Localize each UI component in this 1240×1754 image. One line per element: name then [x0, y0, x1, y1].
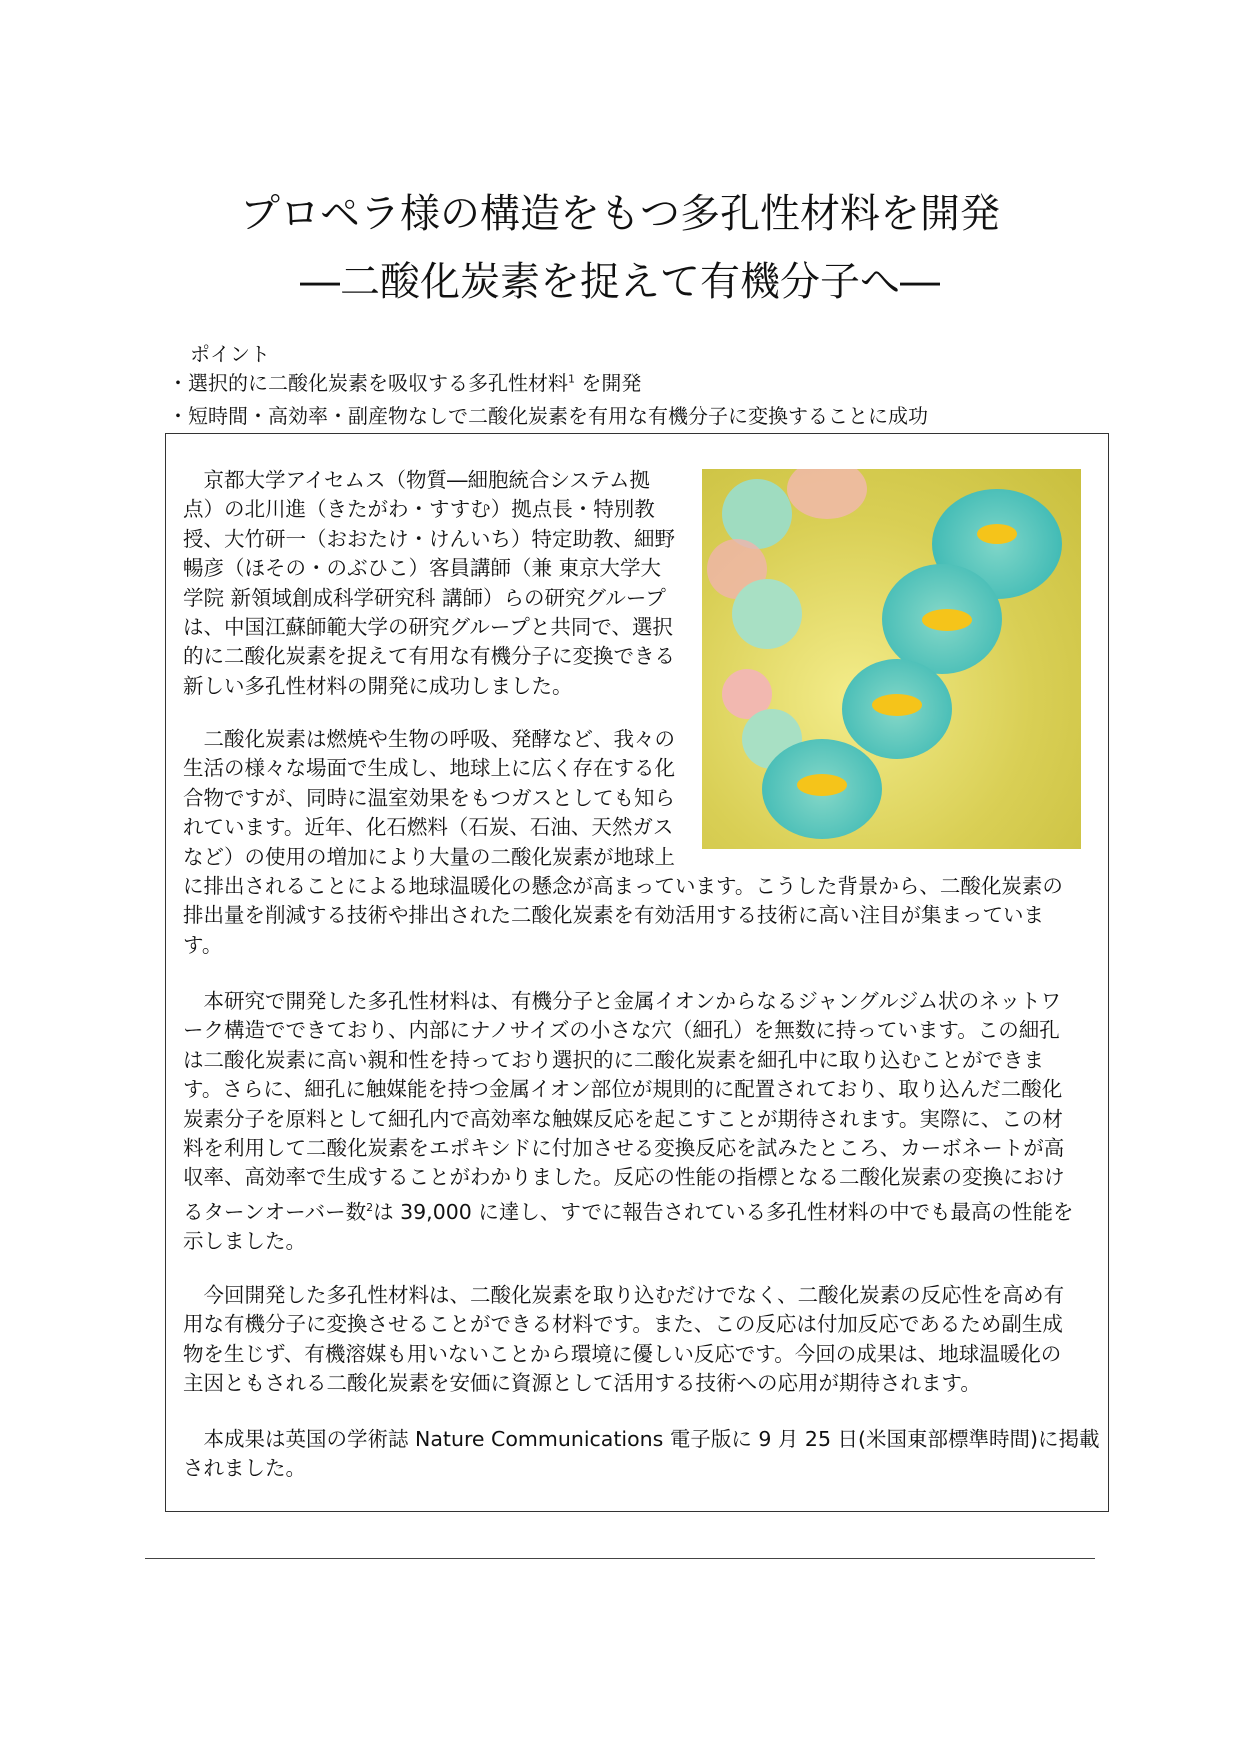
- text-line: 今回開発した多孔性材料は、二酸化炭素を取り込むだけでなく、二酸化炭素の反応性を高め有: [183, 1283, 1065, 1307]
- text-line: は二酸化炭素に高い親和性を持っており選択的に二酸化炭素を細孔中に取り込むことができま: [183, 1047, 1044, 1072]
- text-line: 本成果は英国の学術誌 Nature Communications 電子版に 9 月 25 日(米国東部標準時間)に掲載: [183, 1427, 1100, 1451]
- text-line: す。さらに、細孔に触媒能を持つ金属イオン部位が規則的に配置されており、取り込んだ二酸化: [183, 1077, 1063, 1102]
- text-line: 新しい多孔性材料の開発に成功しました。: [183, 673, 573, 698]
- text-line: 点）の北川進（きたがわ・すすむ）拠点長・特別教: [183, 497, 655, 522]
- text-line: 的に二酸化炭素を捉えて有用な有機分子に変換できる: [183, 644, 675, 669]
- text-line: れています。近年、化石燃料（石炭、石油、天然ガス: [183, 815, 674, 840]
- text-line: されました。: [183, 1456, 306, 1481]
- text-line: 授、大竹研一（おおたけ・けんいち）特定助教、細野: [183, 526, 675, 551]
- text-line: 用な有機分子に変換させることができる材料です。また、この反応は付加反応であるため副生成: [183, 1312, 1063, 1337]
- points-heading: ポイント: [190, 342, 270, 366]
- text-line: 主因ともされる二酸化炭素を安価に資源として活用する技術への応用が期待されます。: [183, 1371, 981, 1396]
- title-line-2: ―二酸化炭素を捉えて有機分子へ―: [300, 259, 940, 305]
- text-line: 排出量を削減する技術や排出された二酸化炭素を有効活用する技術に高い注目が集まっていま: [183, 903, 1044, 928]
- text-line: 生活の様々な場面で生成し、地球上に広く存在する化: [183, 756, 675, 781]
- text-line: るターンオーバー数$^2$は 39,000 に達し、すでに報告されている多孔性材料の中でも最高の性能を: [183, 1199, 1074, 1224]
- footer-divider: [145, 1558, 1095, 1559]
- title-line-1: プロペラ様の構造をもつ多孔性材料を開発: [240, 191, 1000, 237]
- point-item-1: ・選択的に二酸化炭素を吸収する多孔性材料$^1$ を開発: [168, 371, 642, 395]
- text-line: 二酸化炭素は燃焼や生物の呼吸、発酵など、我々の: [183, 727, 675, 751]
- paragraph-2: [183, 725, 1063, 960]
- paragraph-4: [183, 1281, 1064, 1399]
- text-line: ーク構造でできており、内部にナノサイズの小さな穴（細孔）を無数に持っています。この細孔: [183, 1018, 1060, 1043]
- text-line: 料を利用して二酸化炭素をエポキシドに付加させる変換反応を試みたところ、カーボネートが高: [183, 1136, 1065, 1161]
- point-item-2: ・短時間・高効率・副産物なしで二酸化炭素を有用な有機分子に変換することに成功: [168, 404, 928, 428]
- text-line: 物を生じず、有機溶媒も用いないことから環境に優しい反応です。今回の成果は、地球温暖化の: [183, 1341, 1062, 1366]
- text-line: 暢彦（ほその・のぶひこ）客員講師（兼 東京大学大: [183, 556, 662, 581]
- text-line: に排出されることによる地球温暖化の懸念が高まっています。こうした背景から、二酸化炭素の: [183, 874, 1063, 899]
- paragraph-3: [183, 987, 1073, 1256]
- paragraph-1: [183, 466, 675, 701]
- text-line: 合物ですが、同時に温室効果をもつガスとしても知ら: [183, 785, 675, 810]
- text-line: 炭素分子を原料として細孔内で高効率な触媒反応を起こすことが期待されます。実際に、この材: [183, 1106, 1063, 1131]
- paragraph-5: [183, 1425, 1100, 1484]
- text-line: は、中国江蘇師範大学の研究グループと共同で、選択: [183, 615, 673, 640]
- text-line: 収率、高効率で生成することがわかりました。反応の性能の指標となる二酸化炭素の変換におけ: [183, 1165, 1065, 1190]
- text-line: 本研究で開発した多孔性材料は、有機分子と金属イオンからなるジャングルジム状のネットワ: [183, 989, 1062, 1013]
- text-line: 京都大学アイセムス（物質―細胞統合システム拠: [183, 468, 650, 492]
- text-line: 学院 新領域創成科学研究科 講師）らの研究グループ: [183, 585, 666, 610]
- text-line: など）の使用の増加により大量の二酸化炭素が地球上: [183, 844, 675, 869]
- text-line: 示しました。: [183, 1229, 306, 1254]
- text-line: す。: [183, 932, 223, 957]
